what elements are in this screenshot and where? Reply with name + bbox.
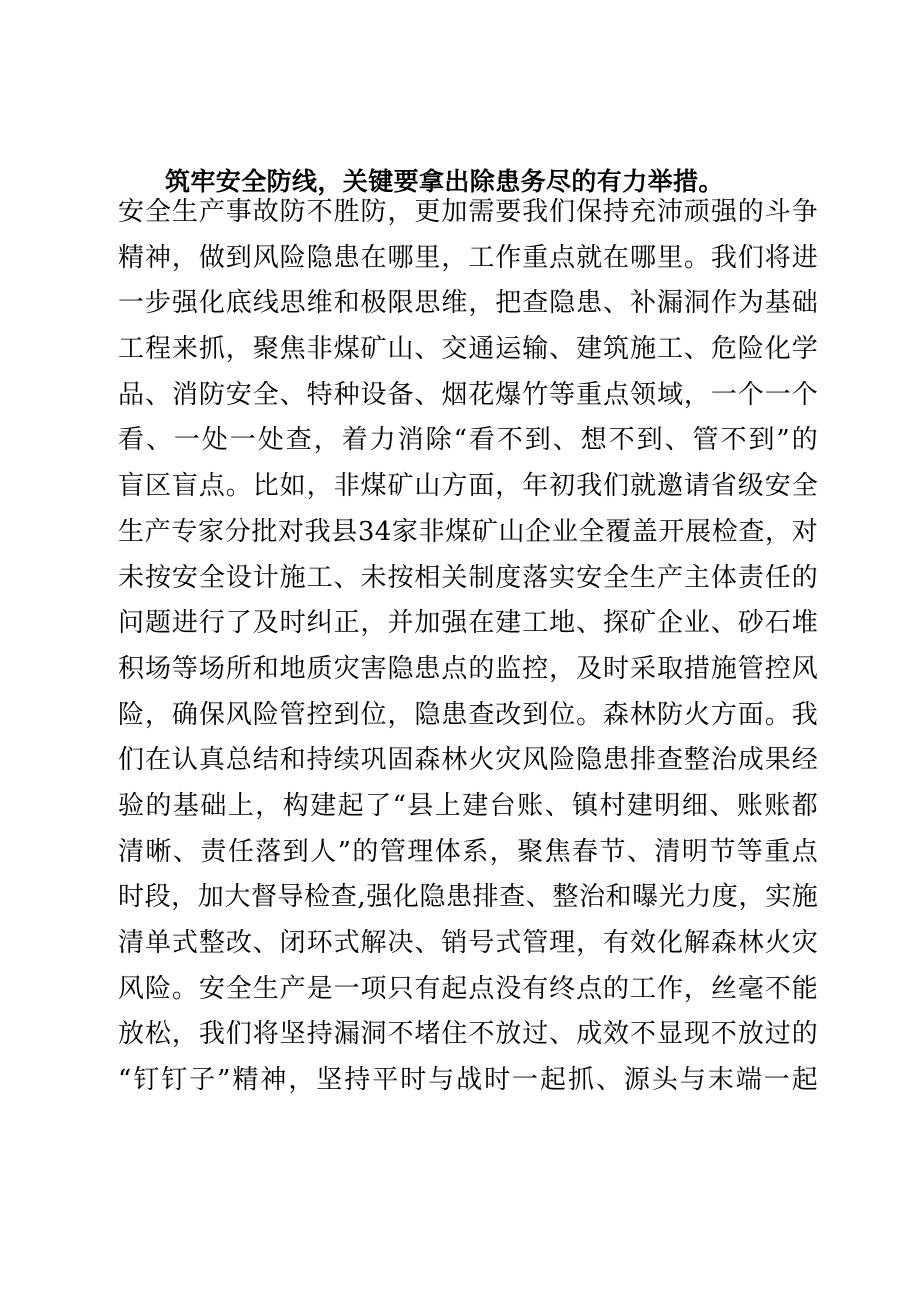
body-line: 们在认真总结和持续巩固森林火灾风险隐患排查整治成果经 bbox=[118, 745, 818, 776]
body-line: 积场等场所和地质灾害隐患点的监控，及时采取措施管控风 bbox=[118, 653, 818, 684]
body-line: 风险。安全生产是一项只有起点没有终点的工作，丝毫不能 bbox=[118, 973, 818, 1004]
body-line: 生产专家分批对我县34家非煤矿山企业全覆盖开展检查，对 bbox=[118, 516, 818, 547]
body-line: “钉钉子”精神，坚持平时与战时一起抓、源头与末端一起 bbox=[118, 1065, 818, 1096]
body-line: 时段，加大督导检查,强化隐患排查、整治和曝光力度，实施 bbox=[118, 882, 818, 913]
body-line: 看、一处一处查，着力消除“看不到、想不到、管不到”的 bbox=[118, 425, 818, 456]
body-line: 未按安全设计施工、未按相关制度落实安全生产主体责任的 bbox=[118, 562, 818, 593]
body-line: 安全生产事故防不胜防，更加需要我们保持充沛顽强的斗争 bbox=[118, 197, 818, 227]
body-line: 验的基础上，构建起了“县上建台账、镇村建明细、账账都 bbox=[118, 790, 818, 821]
body-line: 险，确保风险管控到位，隐患查改到位。森林防火方面。我 bbox=[118, 699, 818, 730]
body-line: 一步强化底线思维和极限思维，把查隐患、补漏洞作为基础 bbox=[118, 288, 818, 319]
body-line: 问题进行了及时纠正，并加强在建工地、探矿企业、砂石堆 bbox=[118, 608, 818, 639]
body-line: 盲区盲点。比如，非煤矿山方面，年初我们就邀请省级安全 bbox=[118, 471, 818, 502]
paragraph-heading: 筑牢安全防线，关键要拿出除患务尽的有力举措。 bbox=[165, 167, 724, 196]
body-text bbox=[118, 190, 818, 1104]
body-line: 放松，我们将坚持漏洞不堵住不放过、成效不显现不放过的 bbox=[118, 1019, 818, 1050]
body-line: 精神，做到风险隐患在哪里，工作重点就在哪里。我们将进 bbox=[118, 242, 818, 273]
body-line: 品、消防安全、特种设备、烟花爆竹等重点领域，一个一个 bbox=[118, 379, 818, 410]
body-line: 工程来抓，聚焦非煤矿山、交通运输、建筑施工、危险化学 bbox=[118, 334, 818, 365]
body-line: 清单式整改、闭环式解决、销号式管理，有效化解森林火灾 bbox=[118, 928, 818, 958]
body-line: 清晰、责任落到人”的管理体系，聚焦春节、清明节等重点 bbox=[118, 836, 818, 867]
